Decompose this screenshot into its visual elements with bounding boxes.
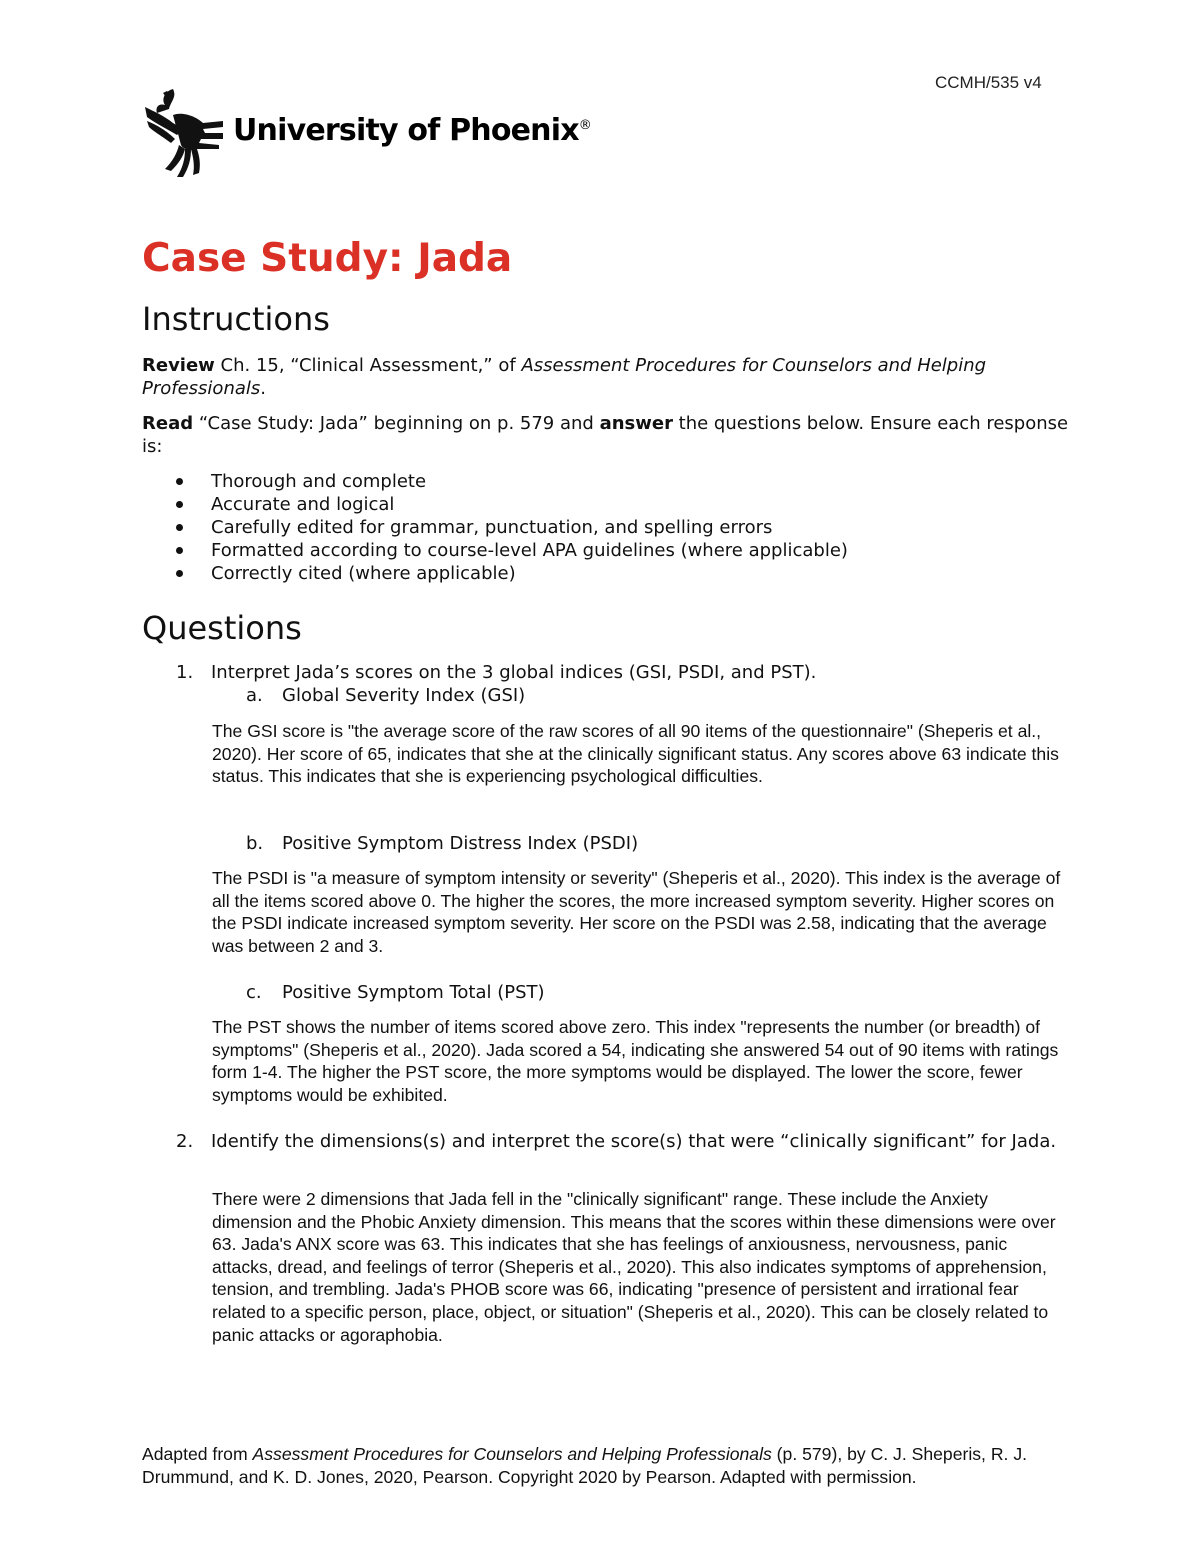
question-1-text: Interpret Jada’s scores on the 3 global indices (GSI, PSDI, and PST). (211, 662, 817, 683)
citation-footer (142, 1443, 1052, 1489)
answer-bold: answer (599, 413, 673, 434)
list-item (142, 516, 848, 539)
bullet-icon (176, 547, 183, 554)
review-bold: Review (142, 355, 215, 376)
phoenix-bird-icon (143, 87, 225, 179)
footer-rest: (p. 579), by C. J. Sheperis, R. J. Drummund, and K. D. Jones, 2020, Pearson. Copyright 2020 by Pearson. Adapted with permission. (142, 1444, 1028, 1487)
question-1b-title: Positive Symptom Distress Index (PSDI) (282, 833, 639, 854)
question-1-number: 1. (176, 662, 194, 683)
footer-book-title: Assessment Procedures for Counselors and Helping Professionals (252, 1444, 772, 1464)
answer-2: There were 2 dimensions that Jada fell in the "clinically significant" range. These include the Anxiety dimension and the Phobic Anxiety dimension. This means that the scores within these dimensions were over 63. Jada's ANX score was 63. This indicates that she has feelings of anxiousness, nervousness, panic attacks, dread, and feelings of terror (Sheperis et al., 2020). This also indicates symptoms of apprehension, tension, and trembling. Jada's PHOB score was 66, indicating "presence of persistent and irrational fear related to a specific person, place, object, or situation" (Sheperis et al., 2020). This can be closely related to panic attacks or agoraphobia. (212, 1189, 1056, 1345)
question-1c-label: c. (246, 982, 262, 1003)
bullet-text: Thorough and complete (211, 471, 427, 492)
criteria-list (142, 470, 848, 585)
review-paragraph (142, 354, 1072, 400)
question-2-text: Identify the dimensions(s) and interpret the score(s) that were “clinically significant” for Jada. (211, 1131, 1057, 1152)
bullet-text: Carefully edited for grammar, punctuation, and spelling errors (211, 517, 773, 538)
document-title: Case Study: Jada (142, 236, 513, 281)
bullet-icon (176, 478, 183, 485)
read-text-1: “Case Study: Jada” beginning on p. 579 and (193, 413, 600, 434)
review-text: Ch. 15, “Clinical Assessment,” of (214, 355, 522, 376)
answer-1a: The GSI score is "the average score of the raw scores of all 90 items of the questionnaire" (Sheperis et al., 2020). Her score of 65, indicates that she at the clinically significant status. Any scores above 63 indicate this status. This indicates that she is experiencing psychological difficulties. (212, 721, 1059, 787)
list-item (142, 539, 848, 562)
review-end: . (260, 378, 266, 399)
bullet-text: Formatted according to course-level APA guidelines (where applicable) (211, 540, 848, 561)
bullet-text: Accurate and logical (211, 494, 395, 515)
footer-prefix: Adapted from (142, 1444, 253, 1464)
question-1c-title: Positive Symptom Total (PST) (282, 982, 545, 1003)
bullet-icon (176, 501, 183, 508)
logo-wordmark (233, 113, 591, 148)
list-item (142, 562, 848, 585)
read-text-2: the questions below. Ensure each response is: (142, 413, 1069, 457)
read-bold: Read (142, 413, 194, 434)
instructions-heading: Instructions (142, 300, 330, 338)
bullet-text: Correctly cited (where applicable) (211, 563, 516, 584)
logo-name: University of Phoenix (233, 113, 579, 148)
question-1a-label: a. (246, 685, 263, 706)
course-code: CCMH/535 v4 (935, 73, 1042, 92)
question-2-number: 2. (176, 1131, 194, 1152)
list-item (142, 493, 848, 516)
review-book-title: Assessment Procedures for Counselors and Helping Professionals (142, 355, 987, 399)
question-1b-label: b. (246, 833, 264, 854)
question-1a-title: Global Severity Index (GSI) (282, 685, 526, 706)
bullet-icon (176, 524, 183, 531)
bullet-icon (176, 570, 183, 577)
list-item (142, 470, 848, 493)
read-paragraph (142, 412, 1072, 458)
answer-1b: The PSDI is "a measure of symptom intensity or severity" (Sheperis et al., 2020). This index is the average of all the items scored above 0. The higher the scores, the more increased symptom severity. Higher scores on the PSDI indicate increased symptom severity. Her score on the PSDI was 2.58, indicating that the average was between 2 and 3. (212, 868, 1061, 956)
logo-reg-mark: ® (578, 118, 591, 133)
answer-1c: The PST shows the number of items scored above zero. This index "represents the number (or breadth) of symptoms" (Sheperis et al., 2020). Jada scored a 54, indicating she answered 54 out of 90 items with ratings form 1-4. The higher the PST score, the more symptoms would be displayed. The lower the score, fewer symptoms would be exhibited. (212, 1017, 1059, 1105)
questions-heading: Questions (142, 609, 302, 647)
university-logo (143, 87, 591, 179)
